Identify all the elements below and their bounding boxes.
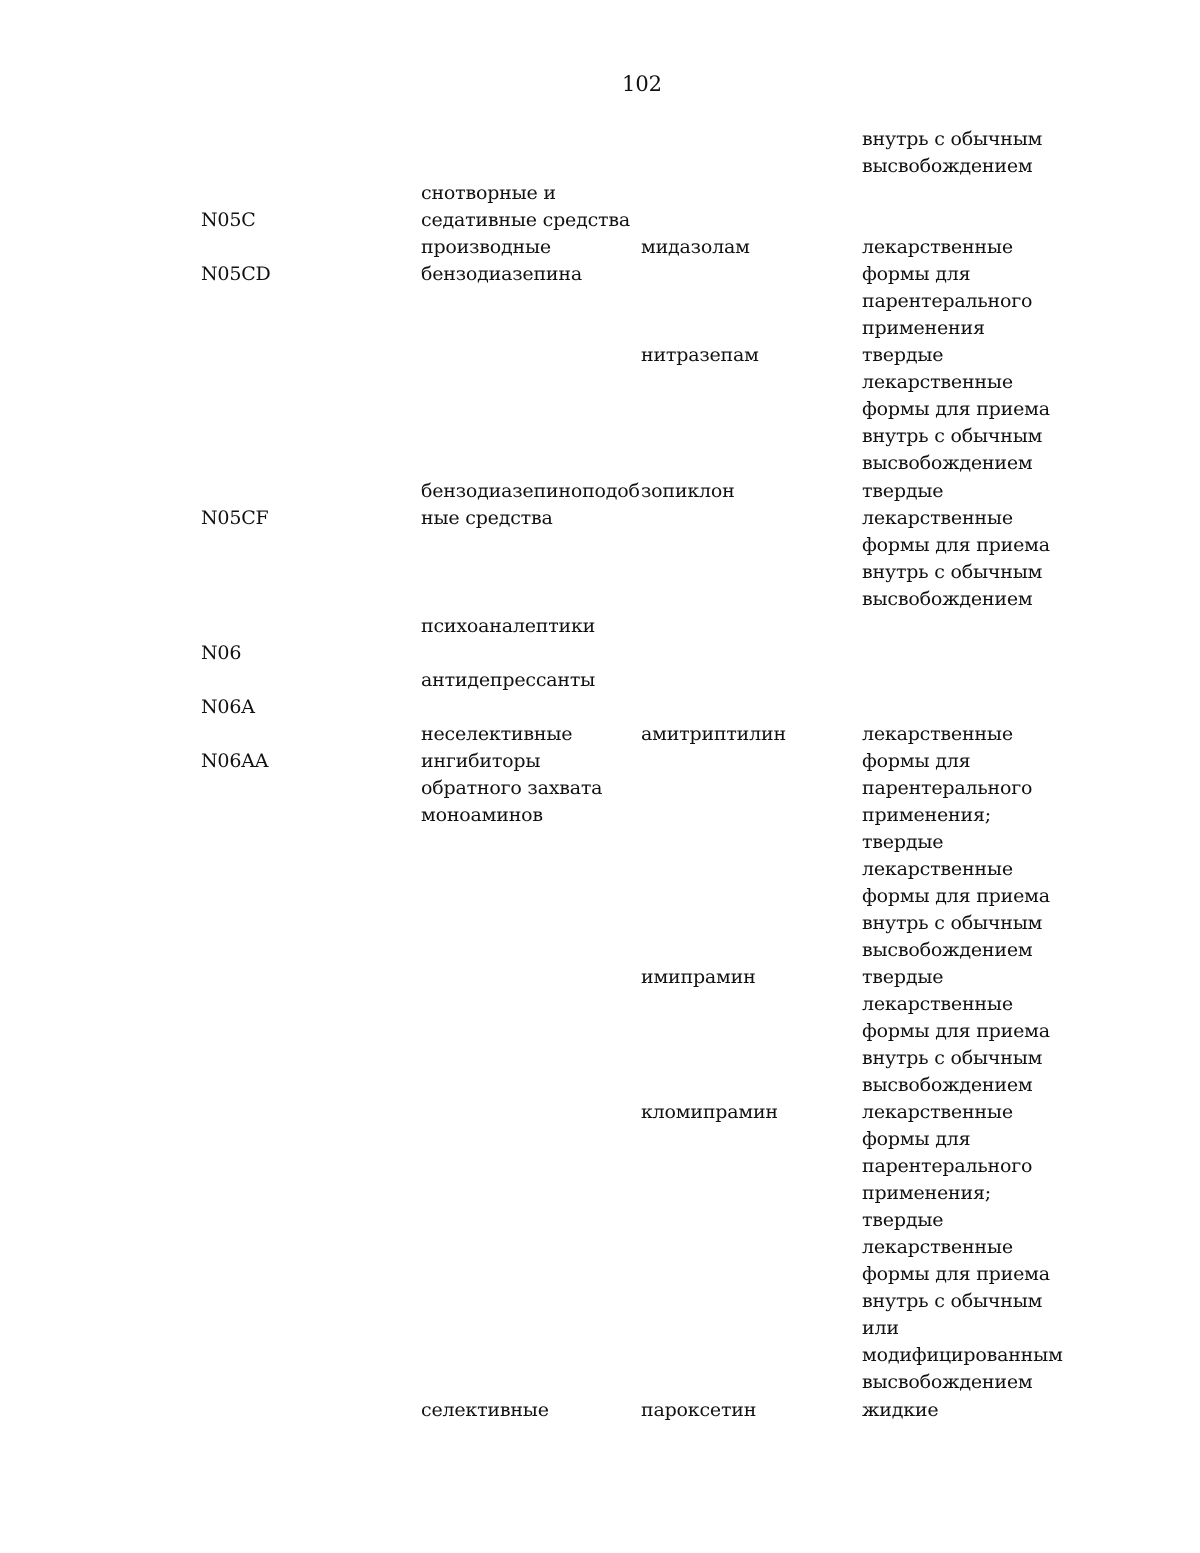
- dosage-form-cell: внутрь с обычным высвобождением: [862, 128, 1043, 177]
- drug-name-cell: имипрамин: [641, 966, 756, 988]
- drug-name-cell: зопиклон: [641, 480, 735, 502]
- group-name-cell: антидепрессанты: [421, 669, 596, 691]
- dosage-form-cell: лекарственные формы для парентерального применения; твердые лекарственные формы для приема внутрь с обычным или модифицированным высвобождением: [862, 1101, 1063, 1393]
- dosage-form-cell: жидкие: [862, 1399, 939, 1421]
- group-name-cell: бензодиазепиноподоб ные средства: [421, 480, 640, 529]
- dosage-form-cell: лекарственные формы для парентерального применения: [862, 236, 1033, 339]
- atc-code-cell: N05C: [201, 209, 256, 231]
- atc-code-cell: N05CF: [201, 507, 269, 529]
- atc-code-cell: N06AA: [201, 750, 269, 772]
- group-name-cell: снотворные и седативные средства: [421, 182, 630, 231]
- drug-name-cell: нитразепам: [641, 344, 759, 366]
- atc-code-cell: N06: [201, 642, 242, 664]
- dosage-form-cell: твердые лекарственные формы для приема внутрь с обычным высвобождением: [862, 480, 1050, 610]
- drug-name-cell: амитриптилин: [641, 723, 786, 745]
- drug-name-cell: кломипрамин: [641, 1101, 778, 1123]
- page-number: 102: [621, 72, 663, 96]
- drug-name-cell: пароксетин: [641, 1399, 757, 1421]
- group-name-cell: психоаналептики: [421, 615, 596, 637]
- dosage-form-cell: твердые лекарственные формы для приема внутрь с обычным высвобождением: [862, 344, 1050, 474]
- group-name-cell: производные бензодиазепина: [421, 236, 582, 285]
- drug-name-cell: мидазолам: [641, 236, 750, 258]
- group-name-cell: селективные: [421, 1399, 549, 1421]
- dosage-form-cell: лекарственные формы для парентерального применения; твердые лекарственные формы для приема внутрь с обычным высвобождением: [862, 723, 1050, 961]
- group-name-cell: неселективные ингибиторы обратного захвата моноаминов: [421, 723, 603, 826]
- atc-code-cell: N06A: [201, 696, 255, 718]
- atc-code-cell: N05CD: [201, 263, 271, 285]
- dosage-form-cell: твердые лекарственные формы для приема внутрь с обычным высвобождением: [862, 966, 1050, 1096]
